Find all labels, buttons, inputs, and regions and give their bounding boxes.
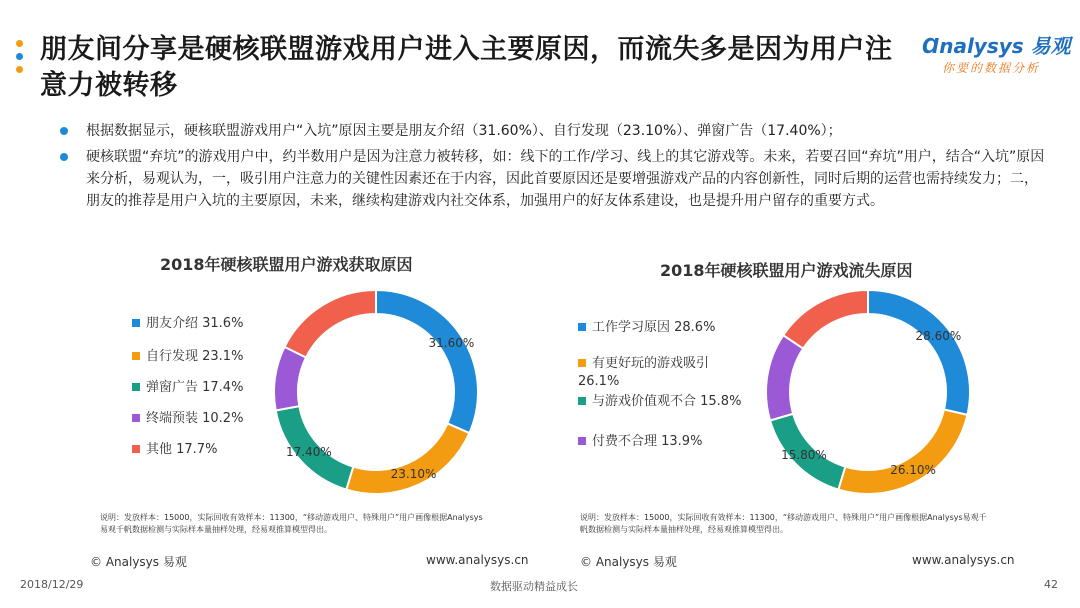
logo-brand: nalysys (939, 34, 1024, 58)
legend-label: 终端预装 10.2% (146, 411, 244, 426)
page-title: 朋友间分享是硬核联盟游戏用户进入主要原因，而流失多是因为用户注意力被转移 (40, 34, 893, 101)
logo-a-icon: Ɑ (922, 34, 940, 58)
legend-swatch (578, 437, 586, 445)
source-label: © Analysys 易观 (90, 555, 187, 569)
legend-swatch (578, 397, 586, 405)
legend-label: 弹窗广告 17.4% (146, 380, 244, 395)
chart-note-churn: 说明：发放样本：15000，实际回收有效样本：11300，“移动游戏用户、特殊用户”用户画像根据Analysys易观千帆数据检测与实际样本量抽样处理，经易观推算模型得出。 (580, 513, 987, 534)
data-label: 15.80% (781, 448, 827, 463)
legend-label: 付费不合理 13.9% (592, 434, 703, 449)
legend-item (132, 438, 217, 457)
source-url: www.analysys.cn (912, 553, 1015, 567)
bullet-text: 硬核联盟“弃坑”的游戏用户中，约半数用户是因为注意力被转移，如：线下的工作/学习、线上的其它游戏等。未来，若要召回“弃坑”用户，结合“入坑”原因来分析，易观认为，一，吸引用户注意力的关键性因素还在于内容，因此首要原因还是要增强游戏产品的内容创新性，同时后期的运营也需持续发力；二，朋友的推荐是用户入坑的主要原因，未来，继续构建游戏内社交体系，加强用户的好友体系建设，也是提升用户留存的重要方式。 (86, 149, 1045, 209)
dot-orange-2 (16, 66, 23, 73)
legend-label: 与游戏价值观不合 15.8% (592, 394, 742, 409)
legend-label: 有更好玩的游戏吸引 (592, 356, 710, 371)
legend-label: 朋友介绍 31.6% (146, 316, 244, 331)
chart-title-churn: 2018年硬核联盟用户游戏流失原因 (660, 261, 913, 280)
legend-item (132, 407, 243, 426)
bullet-item (60, 120, 1050, 142)
donut-slice (274, 347, 306, 411)
source-label: © Analysys 易观 (580, 555, 677, 569)
legend-swatch (132, 352, 140, 360)
donut-slice (285, 290, 376, 357)
legend-item (132, 345, 243, 364)
bullet-item (60, 146, 1050, 212)
donut-slice (376, 290, 478, 433)
title-decoration (16, 40, 26, 79)
data-label: 28.60% (915, 328, 962, 343)
data-label: 26.10% (890, 462, 936, 477)
donut-slice (346, 423, 469, 494)
legend-label: 其他 17.7% (146, 442, 218, 457)
bullet-list (60, 120, 1050, 216)
chart-title-acquisition: 2018年硬核联盟用户游戏获取原因 (160, 255, 413, 274)
donut-chart-churn (758, 282, 978, 502)
legend-item (132, 376, 243, 395)
page-number: 42 (1044, 578, 1058, 591)
legend-label: 工作学习原因 28.6% (592, 320, 716, 335)
bullet-dot-icon (60, 127, 68, 135)
donut-slice (838, 409, 967, 494)
footer-slogan: 数据驱动精益成长 (490, 580, 578, 593)
dot-orange (16, 40, 23, 47)
legend-item (578, 374, 619, 389)
legend-swatch (132, 445, 140, 453)
legend-swatch (132, 414, 140, 422)
data-label: 23.10% (390, 466, 437, 481)
legend-item (132, 312, 243, 331)
legend-label: 26.1% (578, 374, 620, 389)
data-label: 17.40% (285, 444, 332, 459)
logo-slogan: 你要的数据分析 (942, 61, 1041, 75)
legend-swatch (578, 323, 586, 331)
legend-item (578, 390, 741, 409)
legend-item (578, 316, 715, 335)
bullet-text: 根据数据显示，硬核联盟游戏用户“入坑”原因主要是朋友介绍（31.60%）、自行发现（23.10%）、弹窗广告（17.40%）； (86, 123, 842, 139)
bullet-dot-icon (60, 153, 68, 161)
chart-note-acquisition: 说明：发放样本：15000，实际回收有效样本：11300，“移动游戏用户、特殊用户”用户画像根据Analysys易观千帆数据检测与实际样本量抽样处理，经易观推算模型得出。 (100, 513, 483, 534)
dot-blue (16, 53, 23, 60)
donut-slice (868, 290, 970, 415)
donut-chart-acquisition (266, 282, 486, 502)
donut-slice (766, 335, 803, 420)
legend-swatch (132, 383, 140, 391)
logo-brand-cn: 易观 (1030, 34, 1071, 58)
footer-date: 2018/12/29 (20, 578, 84, 591)
analysys-logo (922, 30, 1072, 76)
legend-label: 自行发现 23.1% (146, 349, 244, 364)
legend-swatch (578, 359, 586, 367)
data-label: 31.60% (428, 335, 475, 350)
legend-swatch (132, 319, 140, 327)
legend-item (578, 352, 709, 371)
source-url: www.analysys.cn (426, 553, 529, 567)
legend-item (578, 430, 702, 449)
donut-slice (783, 290, 868, 349)
